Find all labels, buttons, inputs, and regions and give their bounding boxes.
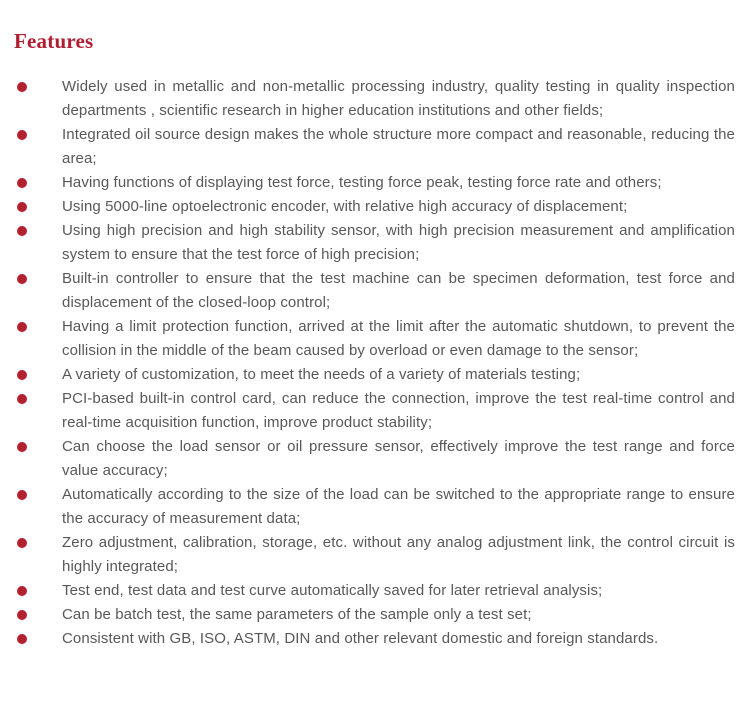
features-section (0, 30, 750, 704)
list-item (17, 315, 735, 363)
bullet-icon (17, 610, 27, 620)
feature-text: A variety of customization, to meet the needs of a variety of materials testing; (62, 366, 581, 383)
features-list (0, 75, 750, 651)
bullet-icon (17, 226, 27, 236)
list-item (17, 435, 735, 483)
list-item (17, 195, 735, 219)
bullet-icon (17, 130, 27, 140)
list-item (17, 531, 735, 579)
feature-text: Having a limit protection function, arrived at the limit after the automatic shutdown, to prevent the collision in the middle of the beam caused by overload or even damage to the sensor; (62, 318, 735, 359)
feature-text: Widely used in metallic and non-metallic processing industry, quality testing in quality inspection departments , scientific research in higher education institutions and other fields; (62, 78, 735, 119)
bullet-icon (17, 634, 27, 644)
feature-text: Integrated oil source design makes the whole structure more compact and reasonable, reducing the area; (62, 126, 735, 167)
bullet-icon (17, 322, 27, 332)
bullet-icon (17, 490, 27, 500)
bullet-icon (17, 586, 27, 596)
bullet-icon (17, 274, 27, 284)
feature-text: Zero adjustment, calibration, storage, etc. without any analog adjustment link, the control circuit is highly integrated; (62, 534, 735, 575)
list-item (17, 579, 735, 603)
feature-text: Can be batch test, the same parameters of the sample only a test set; (62, 606, 532, 623)
list-item (17, 75, 735, 123)
list-item (17, 483, 735, 531)
list-item (17, 387, 735, 435)
feature-text: PCI-based built-in control card, can reduce the connection, improve the test real-time control and real-time acquisition function, improve product stability; (62, 390, 735, 431)
list-item (17, 267, 735, 315)
list-item (17, 363, 735, 387)
bullet-icon (17, 538, 27, 548)
list-item (17, 627, 735, 651)
bullet-icon (17, 178, 27, 188)
bullet-icon (17, 82, 27, 92)
feature-text: Using high precision and high stability sensor, with high precision measurement and amplification system to ensure that the test force of high precision; (62, 222, 735, 263)
bullet-icon (17, 394, 27, 404)
feature-text: Automatically according to the size of the load can be switched to the appropriate range to ensure the accuracy of measurement data; (62, 486, 735, 527)
feature-text: Consistent with GB, ISO, ASTM, DIN and other relevant domestic and foreign standards. (62, 630, 659, 647)
list-item (17, 603, 735, 627)
feature-text: Built-in controller to ensure that the test machine can be specimen deformation, test force and displacement of the closed-loop control; (62, 270, 735, 311)
feature-text: Can choose the load sensor or oil pressure sensor, effectively improve the test range and force value accuracy; (62, 438, 735, 479)
bullet-icon (17, 202, 27, 212)
feature-text: Having functions of displaying test force, testing force peak, testing force rate and others; (62, 174, 662, 191)
feature-text: Using 5000-line optoelectronic encoder, with relative high accuracy of displacement; (62, 198, 628, 215)
bullet-icon (17, 442, 27, 452)
list-item (17, 171, 735, 195)
feature-text: Test end, test data and test curve automatically saved for later retrieval analysis; (62, 582, 603, 599)
list-item (17, 123, 735, 171)
bullet-icon (17, 370, 27, 380)
page-title: Features (14, 29, 94, 53)
list-item (17, 219, 735, 267)
